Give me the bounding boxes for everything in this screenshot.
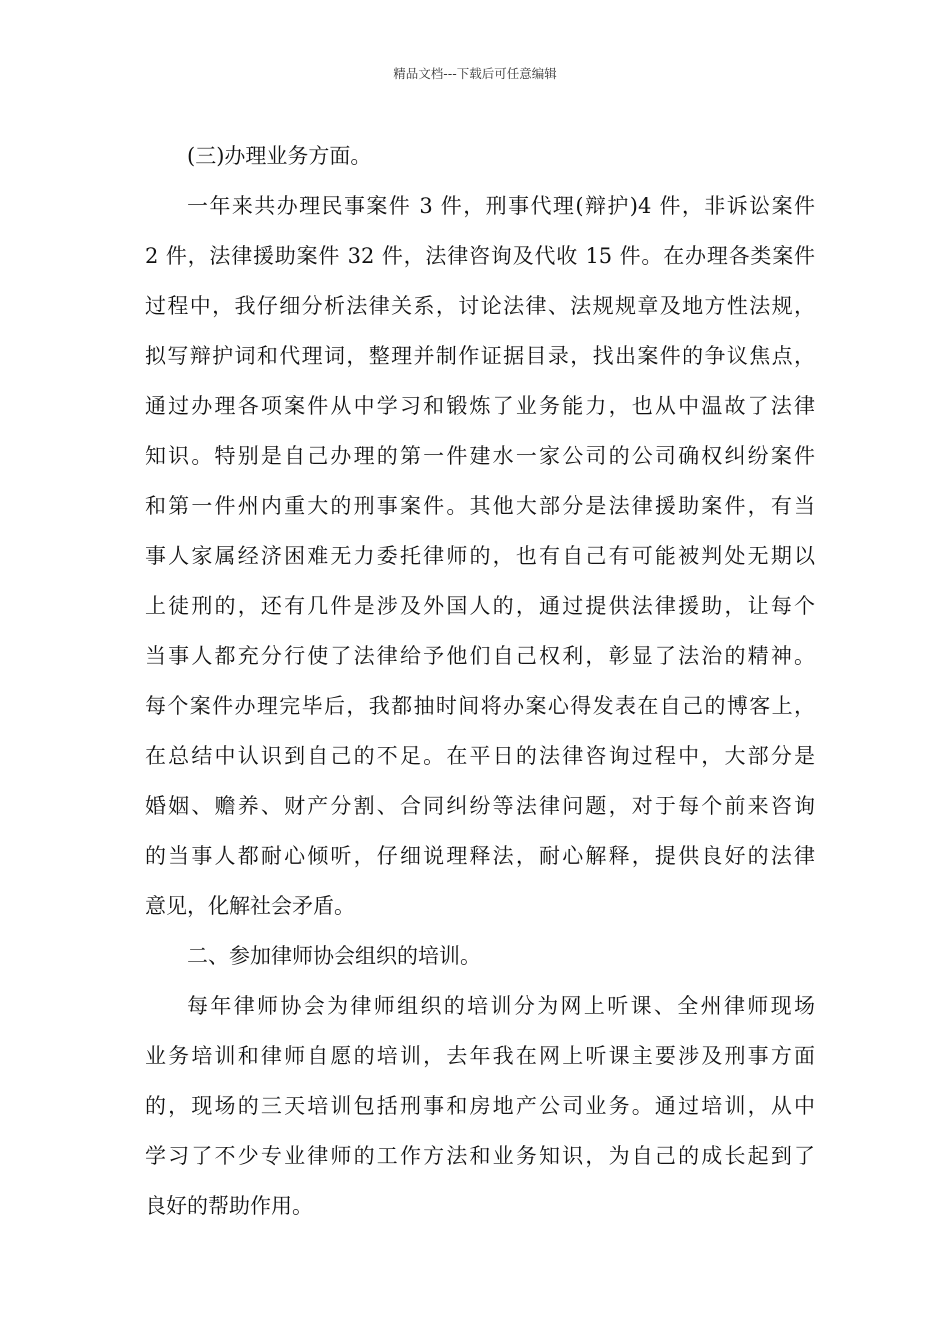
paragraph-line: 当事人都充分行使了法律给予他们自己权利，彰显了法治的精神。 — [145, 644, 815, 668]
paragraph-line: 和第一件州内重大的刑事案件。其他大部分是法律援助案件，有当 — [145, 494, 815, 518]
paragraph-line: 一年来共办理民事案件 3 件，刑事代理(辩护)4 件，非诉讼案件 — [187, 194, 815, 218]
paragraph-line: 拟写辩护词和代理词，整理并制作证据目录，找出案件的争议焦点， — [145, 344, 815, 368]
paragraph-line: 意见，化解社会矛盾。 — [145, 894, 355, 918]
paragraph-line: 业务培训和律师自愿的培训，去年我在网上听课主要涉及刑事方面 — [145, 1044, 815, 1068]
paragraph-line: 上徒刑的，还有几件是涉及外国人的，通过提供法律援助，让每个 — [145, 594, 815, 618]
paragraph-line: 过程中，我仔细分析法律关系，讨论法律、法规规章及地方性法规， — [145, 294, 815, 318]
paragraph-line: 婚姻、赡养、财产分割、合同纠纷等法律问题，对于每个前来咨询 — [145, 794, 815, 818]
paragraph-line: 每个案件办理完毕后，我都抽时间将办案心得发表在自己的博客上， — [145, 694, 815, 718]
paragraph-line: 2 件，法律援助案件 32 件，法律咨询及代收 15 件。在办理各类案件 — [145, 244, 815, 268]
section-heading: 二、参加律师协会组织的培训。 — [187, 944, 481, 968]
paragraph-line: 的，现场的三天培训包括刑事和房地产公司业务。通过培训，从中 — [145, 1094, 815, 1118]
page-header: 精品文档---下载后可任意编辑 — [393, 66, 557, 81]
paragraph-line: 学习了不少专业律师的工作方法和业务知识，为自己的成长起到了 — [145, 1144, 815, 1168]
paragraph-line: 良好的帮助作用。 — [145, 1194, 313, 1218]
paragraph-line: 的当事人都耐心倾听，仔细说理释法，耐心解释，提供良好的法律 — [145, 844, 815, 868]
paragraph-line: 事人家属经济困难无力委托律师的，也有自己有可能被判处无期以 — [145, 544, 815, 568]
paragraph-line: 在总结中认识到自己的不足。在平日的法律咨询过程中，大部分是 — [145, 744, 815, 768]
paragraph-line: 通过办理各项案件从中学习和锻炼了业务能力，也从中温故了法律 — [145, 394, 815, 418]
section-heading: (三)办理业务方面。 — [187, 144, 372, 168]
paragraph-line: 知识。特别是自己办理的第一件建水一家公司的公司确权纠纷案件 — [145, 444, 815, 468]
paragraph-line: 每年律师协会为律师组织的培训分为网上听课、全州律师现场 — [187, 994, 815, 1018]
document-body — [145, 131, 815, 1231]
